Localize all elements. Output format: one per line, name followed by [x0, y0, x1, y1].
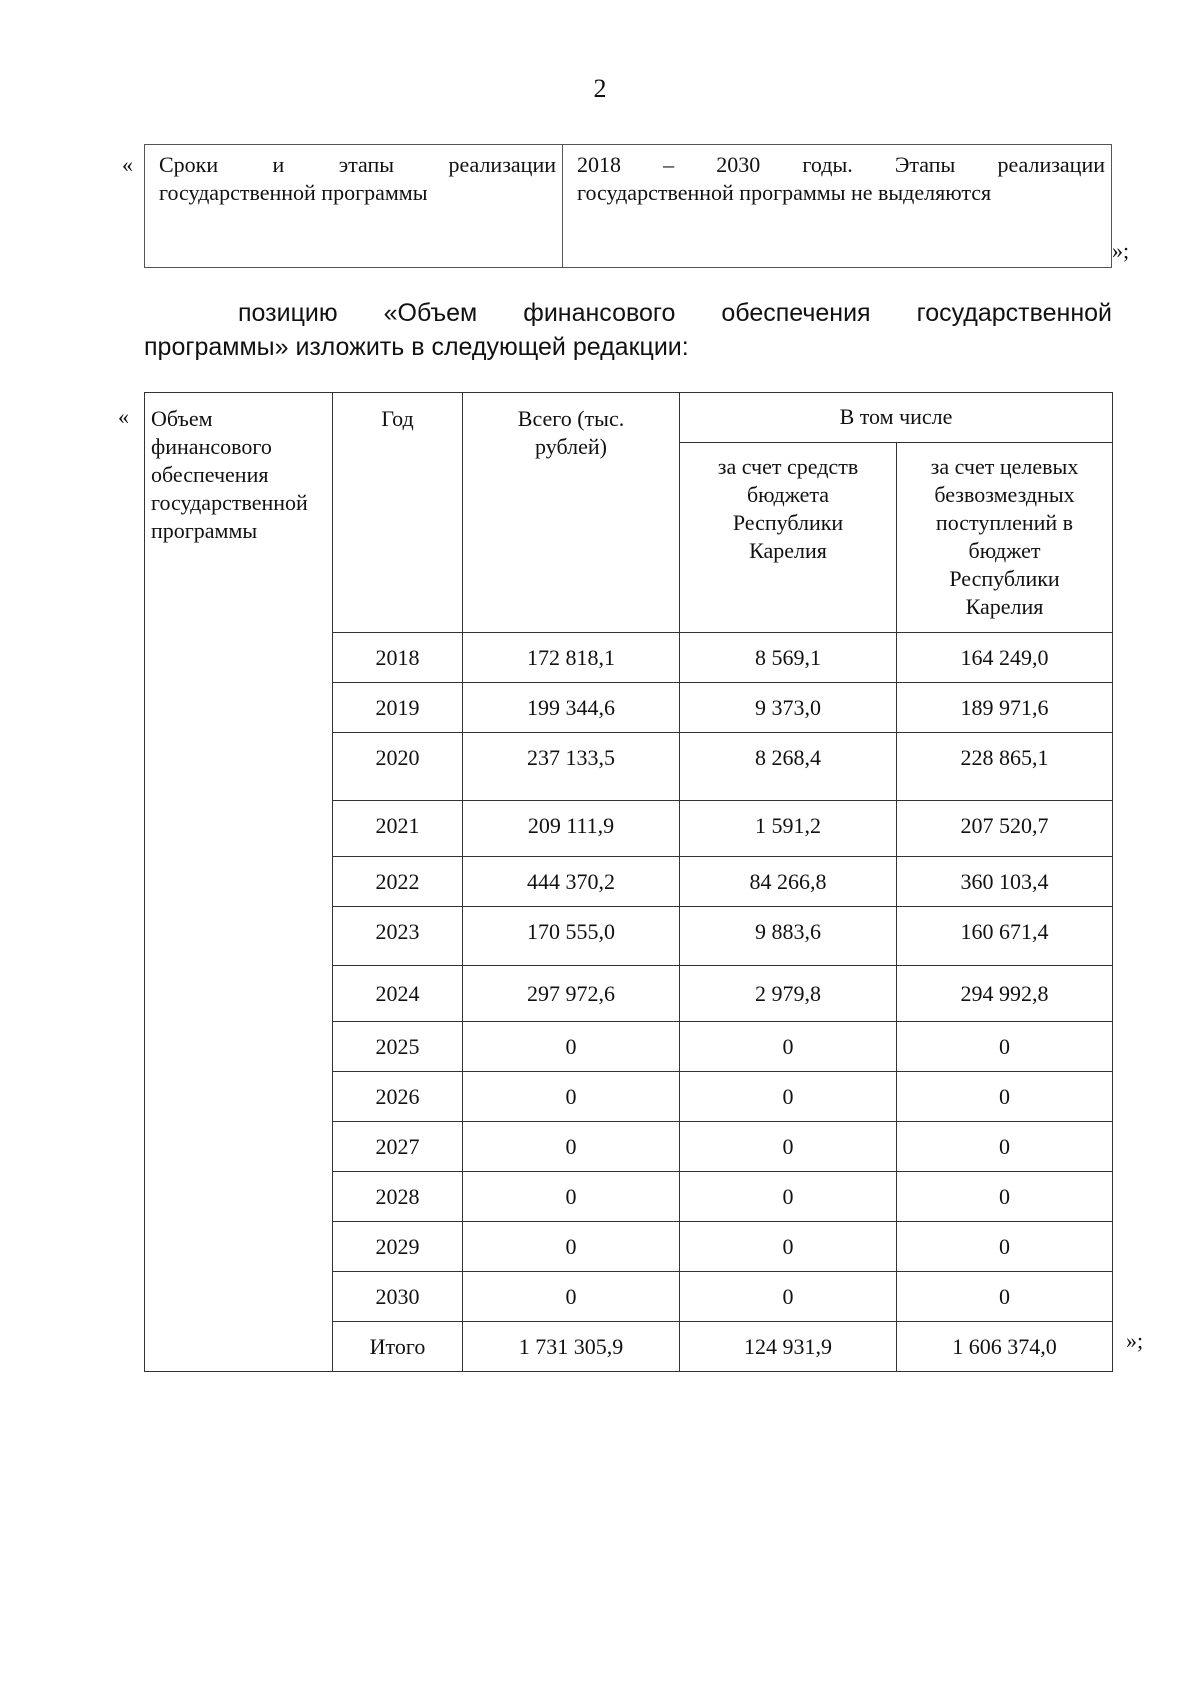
- total-cell: 209 111,9: [463, 801, 680, 857]
- finance-row-label: Объем финансового обеспечения государственной программы: [145, 393, 333, 1372]
- year-cell: 2023: [333, 907, 463, 966]
- open-quote-1: «: [122, 152, 133, 177]
- header-budget: за счет средств бюджета Республики Карелия: [680, 443, 897, 633]
- targeted-cell: 160 671,4: [897, 907, 1113, 966]
- total-cell: 444 370,2: [463, 857, 680, 907]
- budget-cell: 0: [680, 1072, 897, 1122]
- year-cell: 2018: [333, 633, 463, 683]
- term-table: [144, 144, 1112, 268]
- targeted-cell: 0: [897, 1072, 1113, 1122]
- budget-total-cell: 124 931,9: [680, 1322, 897, 1372]
- budget-cell: 0: [680, 1222, 897, 1272]
- targeted-cell: 0: [897, 1122, 1113, 1172]
- targeted-cell: 294 992,8: [897, 966, 1113, 1022]
- term-label-line2: государственной программы: [159, 180, 428, 205]
- targeted-cell: 0: [897, 1272, 1113, 1322]
- budget-cell: 2 979,8: [680, 966, 897, 1022]
- total-cell: 297 972,6: [463, 966, 680, 1022]
- header-including: В том числе: [680, 393, 1113, 443]
- open-quote-2: «: [118, 404, 129, 429]
- instruction-paragraph: [144, 296, 1112, 364]
- budget-cell: 9 373,0: [680, 683, 897, 733]
- grand-total-cell: 1 731 305,9: [463, 1322, 680, 1372]
- paragraph-line1: позицию «Объем финансового обеспечения государственной: [238, 299, 1112, 327]
- budget-cell: 8 569,1: [680, 633, 897, 683]
- total-cell: 199 344,6: [463, 683, 680, 733]
- budget-cell: 9 883,6: [680, 907, 897, 966]
- year-cell: 2024: [333, 966, 463, 1022]
- finance-table: [144, 392, 1113, 1372]
- budget-cell: 0: [680, 1022, 897, 1072]
- budget-cell: 1 591,2: [680, 801, 897, 857]
- targeted-cell: 189 971,6: [897, 683, 1113, 733]
- budget-cell: 0: [680, 1272, 897, 1322]
- year-cell: 2030: [333, 1272, 463, 1322]
- targeted-cell: 0: [897, 1222, 1113, 1272]
- total-label-cell: Итого: [333, 1322, 463, 1372]
- term-label-line1: Сроки и этапы реализации: [159, 152, 556, 177]
- year-cell: 2019: [333, 683, 463, 733]
- year-cell: 2026: [333, 1072, 463, 1122]
- page-number: 2: [593, 74, 607, 103]
- paragraph-line2: программы» изложить в следующей редакции:: [144, 333, 689, 361]
- year-cell: 2028: [333, 1172, 463, 1222]
- header-total: Всего (тыс. рублей): [463, 393, 680, 633]
- header-targeted: за счет целевых безвозмездных поступлений в бюджет Республики Карелия: [897, 443, 1113, 633]
- targeted-cell: 164 249,0: [897, 633, 1113, 683]
- targeted-total-cell: 1 606 374,0: [897, 1322, 1113, 1372]
- total-cell: 0: [463, 1272, 680, 1322]
- year-cell: 2020: [333, 733, 463, 801]
- budget-cell: 84 266,8: [680, 857, 897, 907]
- year-cell: 2022: [333, 857, 463, 907]
- year-cell: 2027: [333, 1122, 463, 1172]
- targeted-cell: 0: [897, 1172, 1113, 1222]
- term-label-cell: [145, 145, 563, 267]
- total-cell: 172 818,1: [463, 633, 680, 683]
- targeted-cell: 228 865,1: [897, 733, 1113, 801]
- close-quote-1: »;: [1112, 238, 1130, 263]
- year-cell: 2025: [333, 1022, 463, 1072]
- total-cell: 0: [463, 1172, 680, 1222]
- total-cell: 0: [463, 1022, 680, 1072]
- term-value-cell: [563, 145, 1111, 267]
- total-cell: 170 555,0: [463, 907, 680, 966]
- header-year: Год: [333, 393, 463, 633]
- total-cell: 237 133,5: [463, 733, 680, 801]
- budget-cell: 0: [680, 1122, 897, 1172]
- close-quote-2: »;: [1126, 1328, 1144, 1353]
- budget-cell: 0: [680, 1172, 897, 1222]
- targeted-cell: 360 103,4: [897, 857, 1113, 907]
- year-cell: 2021: [333, 801, 463, 857]
- year-cell: 2029: [333, 1222, 463, 1272]
- targeted-cell: 207 520,7: [897, 801, 1113, 857]
- budget-cell: 8 268,4: [680, 733, 897, 801]
- targeted-cell: 0: [897, 1022, 1113, 1072]
- total-cell: 0: [463, 1122, 680, 1172]
- term-value-line2: государственной программы не выделяются: [577, 180, 992, 205]
- total-cell: 0: [463, 1222, 680, 1272]
- total-cell: 0: [463, 1072, 680, 1122]
- term-value-line1: 2018 – 2030 годы. Этапы реализации: [577, 152, 1105, 177]
